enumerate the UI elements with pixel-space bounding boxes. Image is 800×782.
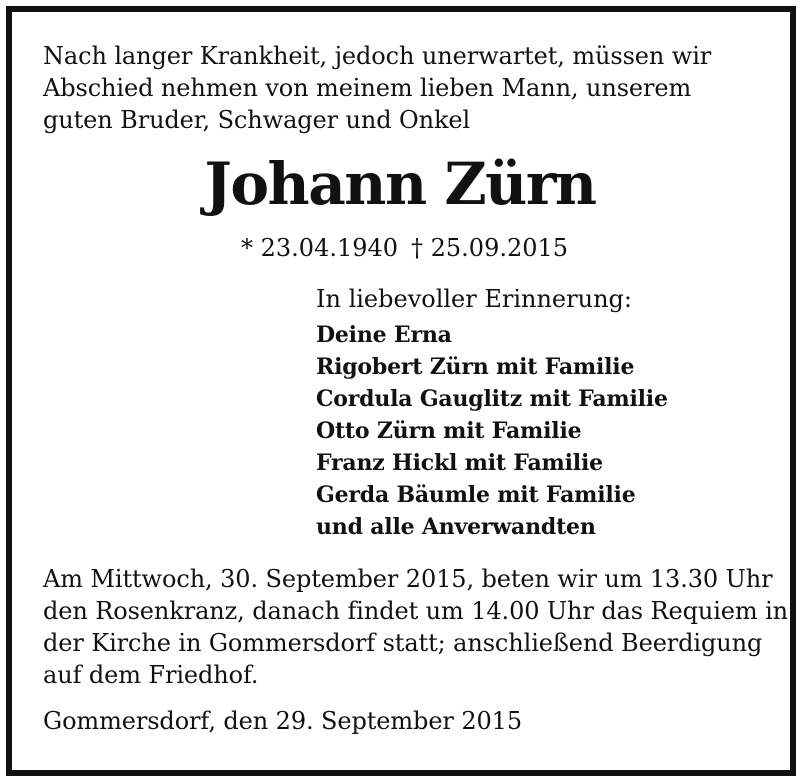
- mourners-list: [316, 319, 668, 543]
- mourner-item: und alle Anverwandten: [316, 514, 596, 540]
- place-and-date: Gommersdorf, den 29. September 2015: [43, 707, 523, 735]
- intro-line-3: guten Bruder, Schwager und Onkel: [43, 106, 471, 134]
- mourner-item: Rigobert Zürn mit Familie: [316, 354, 635, 380]
- memory-heading: In liebevoller Erinnerung:: [316, 285, 632, 313]
- mourner-item: Cordula Gauglitz mit Familie: [316, 386, 668, 412]
- service-line-3: der Kirche in Gommersdorf statt; anschließend Beerdigung: [43, 629, 763, 657]
- deceased-name: Johann Zürn: [204, 150, 596, 218]
- service-line-2: den Rosenkranz, danach findet um 14.00 Uhr das Requiem in: [43, 597, 789, 625]
- service-line-4: auf dem Friedhof.: [43, 661, 259, 689]
- mourner-item: Franz Hickl mit Familie: [316, 450, 603, 476]
- mourner-item: Deine Erna: [316, 322, 452, 348]
- birth-date: * 23.04.1940: [241, 234, 399, 262]
- death-date: † 25.09.2015: [411, 234, 569, 262]
- mourner-item: Otto Zürn mit Familie: [316, 418, 582, 444]
- mourner-item: Gerda Bäumle mit Familie: [316, 482, 636, 508]
- service-line-1: Am Mittwoch, 30. September 2015, beten wir um 13.30 Uhr: [43, 565, 773, 593]
- intro-line-2: Abschied nehmen von meinem lieben Mann, unserem: [43, 74, 692, 102]
- intro-line-1: Nach langer Krankheit, jedoch unerwartet, müssen wir: [43, 42, 712, 70]
